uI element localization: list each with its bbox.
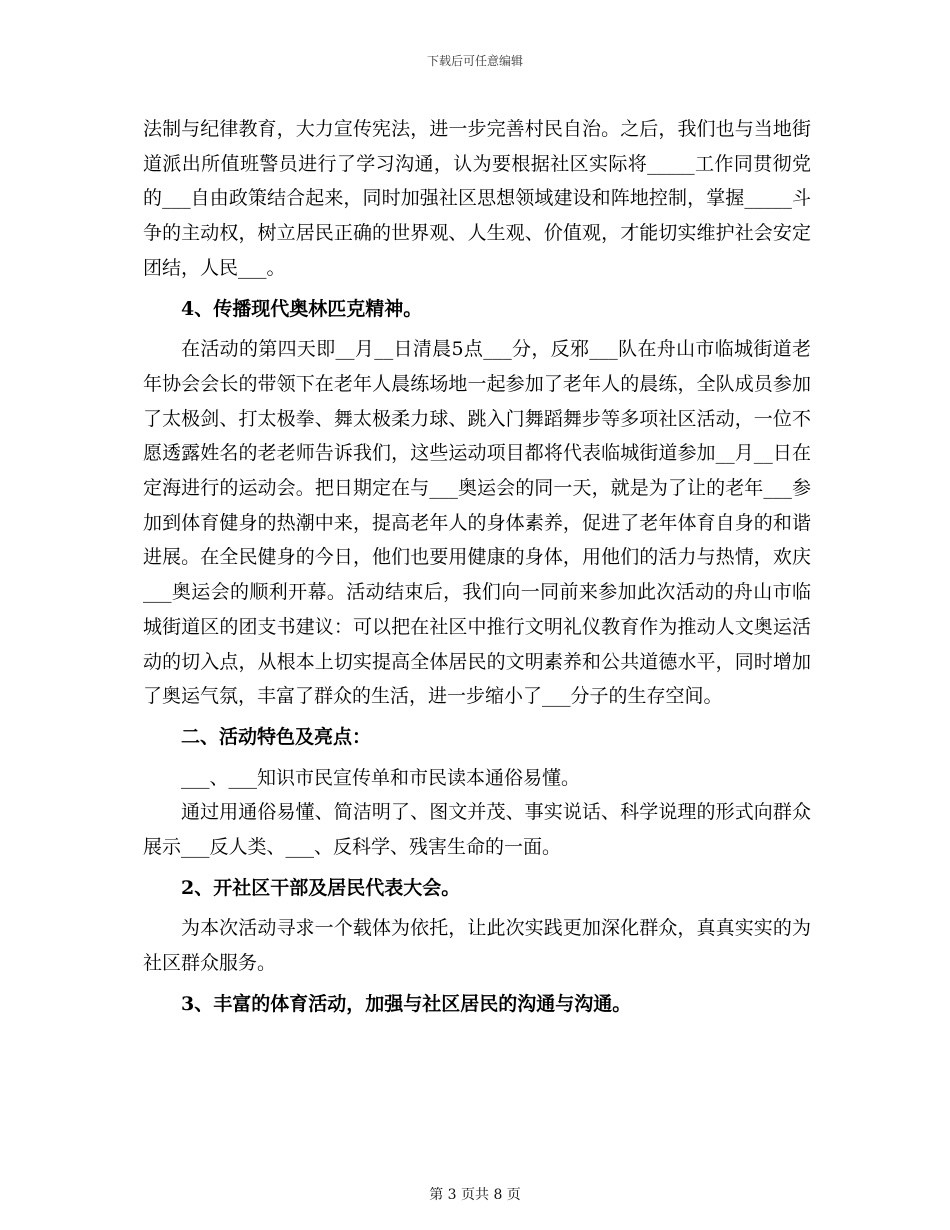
body-paragraph: 法制与纪律教育，大力宣传宪法，进一步完善村民自治。之后，我们也与当地街道派出所值班警员进行了学习沟通，认为要根据社区实际将_____工作同贯彻党的___自由政策结合起来，同时加强社区思想领域建设和阵地控制，掌握_____斗争的主动权，树立居民正确的世界观、人生观、价值观，才能切实维护社会安定团结，人民___。 (143, 118, 811, 279)
page-header: 下载后可任意编辑 (426, 54, 523, 68)
section-heading: 二、活动特色及亮点： (181, 725, 372, 748)
body-paragraph: ___、___知识市民宣传单和市民读本通俗易懂。 (181, 766, 581, 789)
body-paragraph: 为本次活动寻求一个载体为依托，让此次实践更加深化群众，真真实实的为社区群众服务。 (143, 917, 811, 975)
document-body (143, 112, 811, 1028)
body-paragraph: 在活动的第四天即__月__日清晨5点___分，反邪___队在舟山市临城街道老年协会会长的带领下在老年人晨练场地一起参加了老年人的晨练，全队成员参加了太极剑、打太极拳、舞太极柔力球、跳入门舞蹈舞步等多项社区活动，一位不愿透露姓名的老老师告诉我们，这些运动项目都将代表临城街道参加__月__日在定海进行的运动会。把日期定在与___奥运会的同一天，就是为了让的老年___参加到体育健身的热潮中来，提高老年人的身体素养，促进了老年体育自身的和谐进展。在全民健身的今日，他们也要用健康的身体，用他们的活力与热情，欢庆___奥运会的顺利开幕。活动结束后，我们向一同前来参加此次活动的舟山市临城街道区的团支书建议：可以把在社区中推行文明礼仪教育作为推动人文奥运活动的切入点，从根本上切实提高全体居民的文明素养和公共道德水平，同时增加了奥运气氛，丰富了群众的生活，进一步缩小了___分子的生存空间。 (143, 338, 811, 708)
section-heading: 4、传播现代奥林匹克精神。 (181, 297, 423, 320)
body-paragraph: 通过用通俗易懂、简洁明了、图文并茂、事实说话、科学说理的形式向群众展示___反人类、___、反科学、残害生命的一面。 (143, 801, 811, 859)
section-heading: 2、开社区干部及居民代表大会。 (181, 876, 461, 899)
section-heading: 3、丰富的体育活动，加强与社区居民的沟通与沟通。 (181, 992, 632, 1015)
page-footer: 第 3 页共 8 页 (429, 1187, 521, 1203)
